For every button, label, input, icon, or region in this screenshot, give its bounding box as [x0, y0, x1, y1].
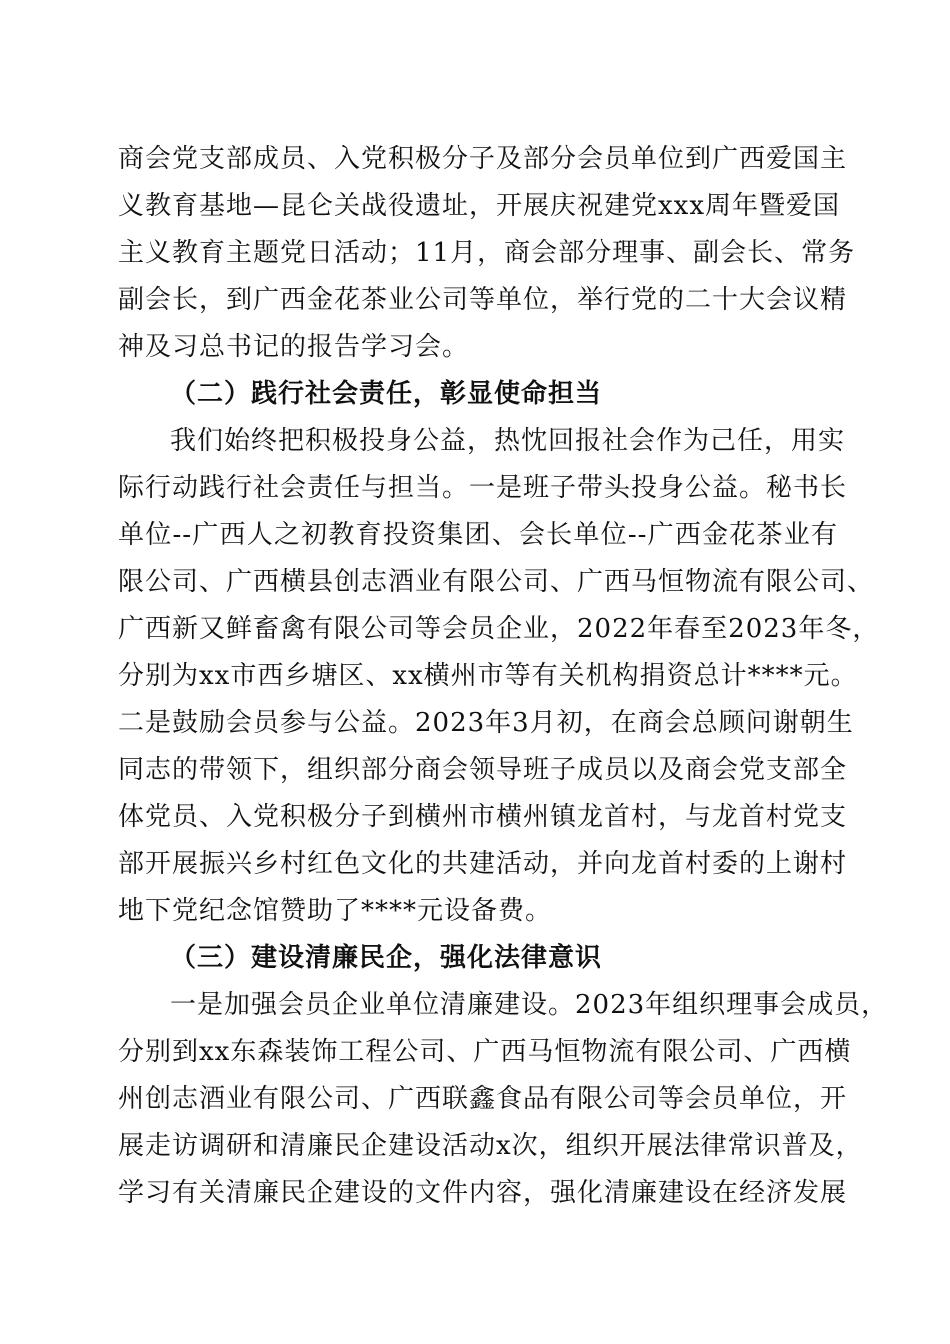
paragraph-line: 州创志酒业有限公司、广西联鑫食品有限公司等会员单位，开: [118, 1084, 848, 1114]
paragraph-line: 广西新又鲜畜禽有限公司等会员企业，2022年春至2023年冬，: [118, 614, 880, 644]
paragraph-line: 限公司、广西横县创志酒业有限公司、广西马恒物流有限公司、: [118, 567, 875, 597]
paragraph-line: 义教育基地—昆仑关战役遗址，开展庆祝建党xxx周年暨爱国: [118, 191, 840, 221]
paragraph-line: 主义教育主题党日活动；11月，商会部分理事、副会长、常务: [118, 238, 856, 268]
paragraph-line: 际行动践行社会责任与担当。一是班子带头投身公益。秘书长: [118, 473, 848, 503]
paragraph-line: 单位--广西人之初教育投资集团、会长单位--广西金花茶业有: [118, 520, 838, 550]
paragraph-line: 同志的带领下，组织部分商会领导班子成员以及商会党支部全: [118, 755, 848, 785]
paragraph-line: 商会党支部成员、入党积极分子及部分会员单位到广西爱国主: [118, 144, 848, 174]
paragraph-line: 学习有关清廉民企建设的文件内容，强化清廉建设在经济发展: [118, 1178, 848, 1208]
section-heading-3: （三）建设清廉民企，强化法律意识: [170, 943, 603, 973]
paragraph-line: 地下党纪念馆赞助了****元设备费。: [118, 896, 553, 926]
paragraph-line: 分别到xx东森装饰工程公司、广西马恒物流有限公司、广西横: [118, 1037, 852, 1067]
paragraph-line: 分别为xx市西乡塘区、xx横州市等有关机构捐资总计****元。: [118, 661, 858, 691]
paragraph-line: 神及习总书记的报告学习会。: [118, 332, 470, 362]
paragraph-line: 二是鼓励会员参与公益。2023年3月初，在商会总顾问谢朝生: [118, 708, 854, 738]
paragraph-line: 一是加强会员企业单位清廉建设。2023年组织理事会成员，: [170, 990, 889, 1020]
paragraph-line: 我们始终把积极投身公益，热忱回报社会作为己任，用实: [170, 426, 846, 456]
paragraph-line: 副会长，到广西金花茶业公司等单位，举行党的二十大会议精: [118, 285, 848, 315]
paragraph-line: 部开展振兴乡村红色文化的共建活动，并向龙首村委的上谢村: [118, 849, 848, 879]
paragraph-line: 展走访调研和清廉民企建设活动x次，组织开展法律常识普及，: [118, 1131, 863, 1161]
section-heading-2: （二）践行社会责任，彰显使命担当: [170, 379, 603, 409]
paragraph-line: 体党员、入党积极分子到横州市横州镇龙首村，与龙首村党支: [118, 802, 848, 832]
